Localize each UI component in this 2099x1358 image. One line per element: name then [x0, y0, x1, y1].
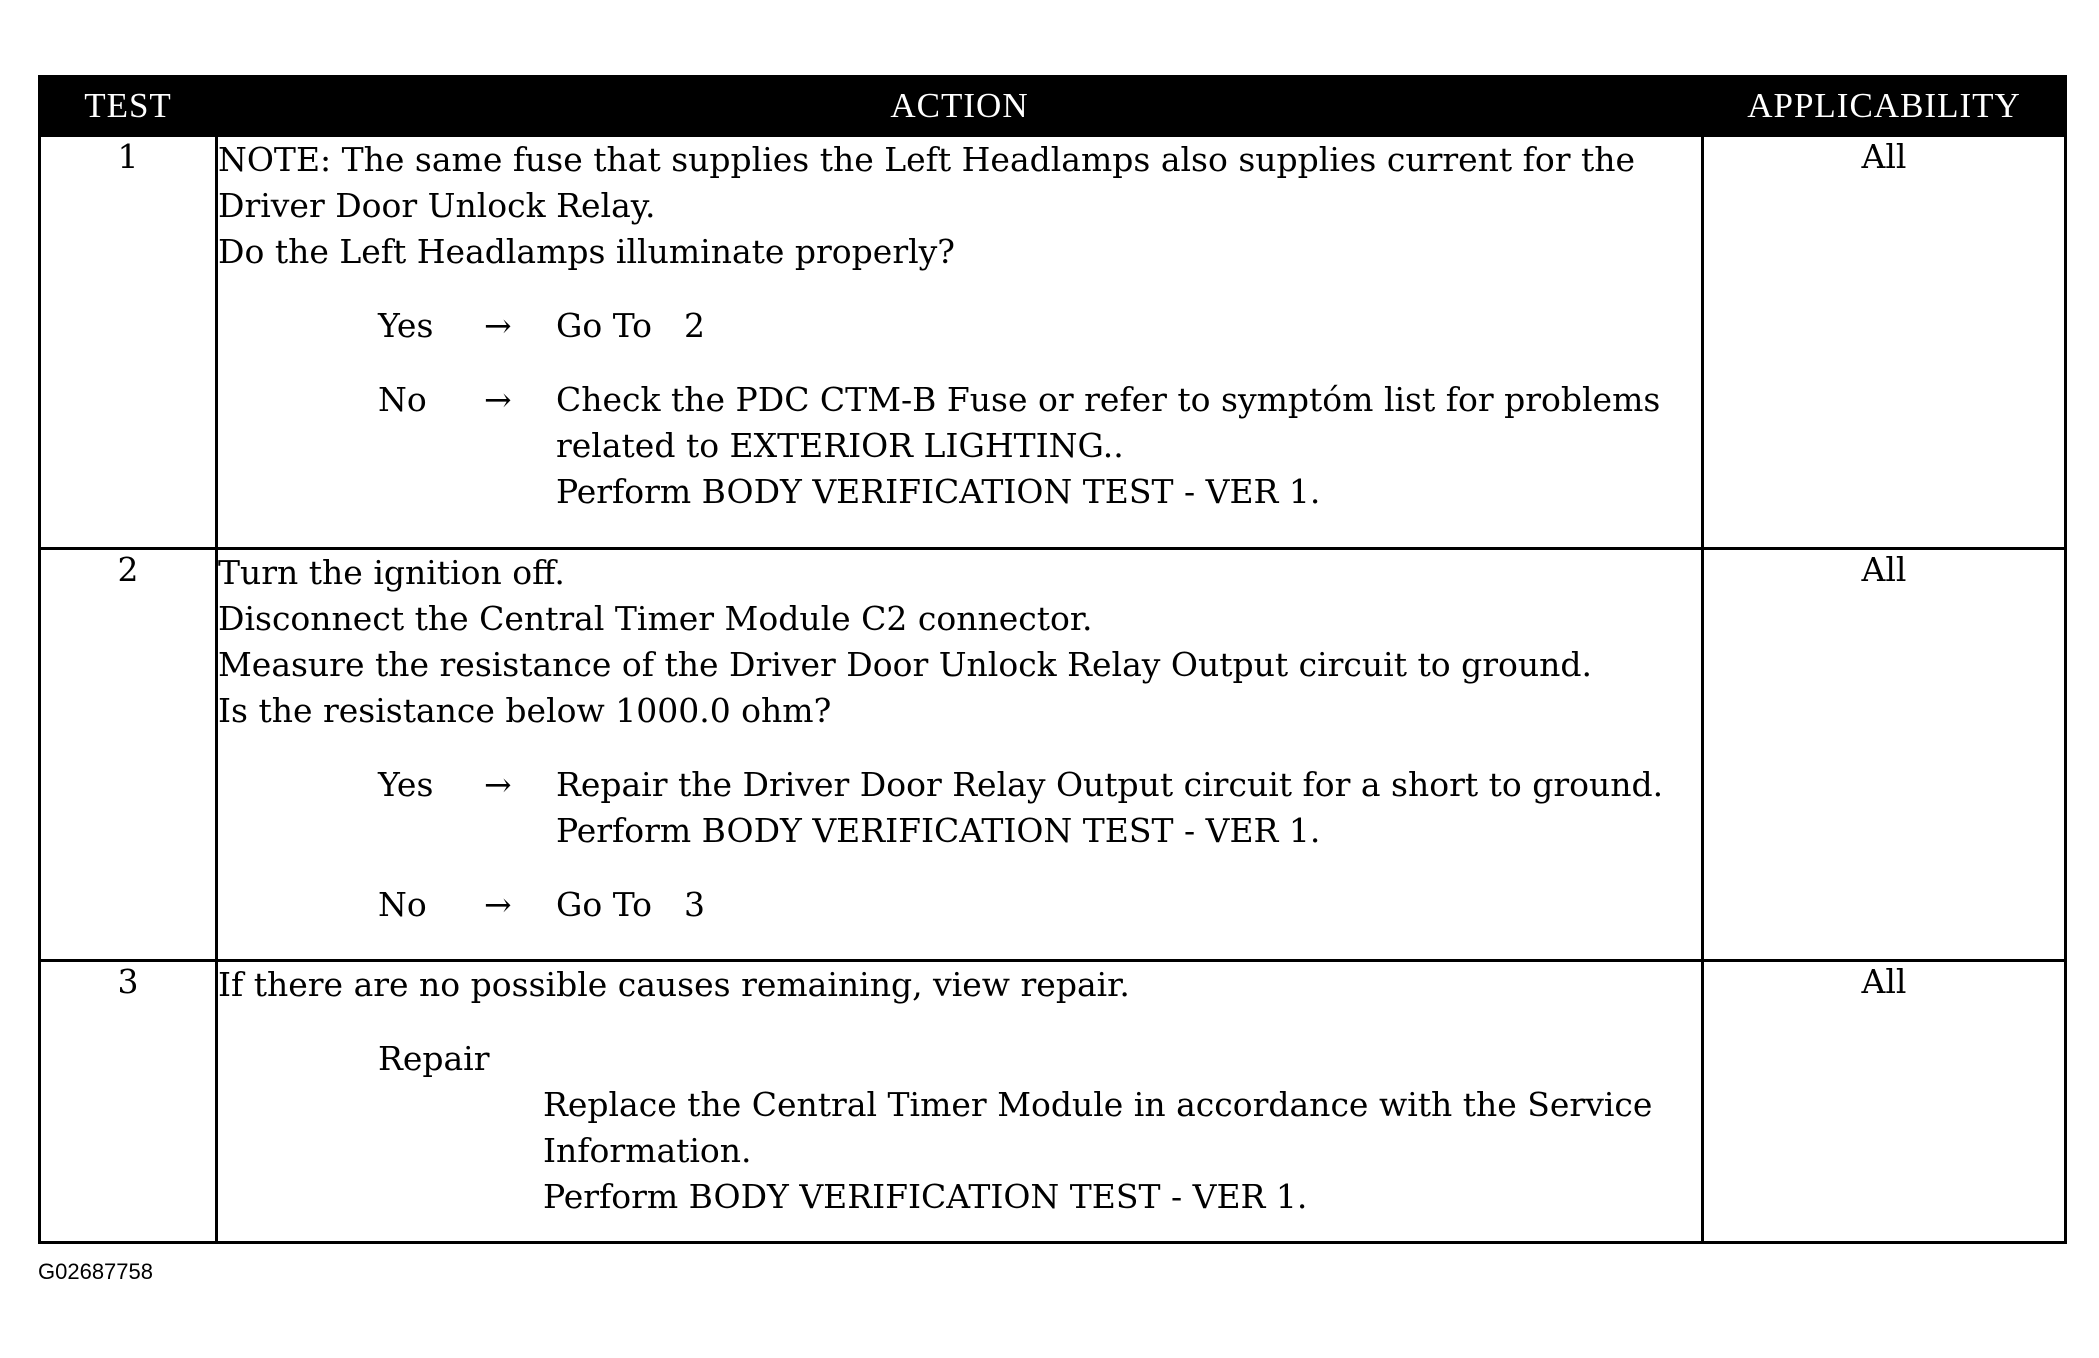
no-result [556, 882, 1701, 928]
yes-branch [218, 762, 1701, 854]
action-cell [217, 961, 1703, 1243]
right-arrow-icon: → [484, 380, 512, 419]
test-number: 1 [40, 136, 217, 549]
result-line: Replace the Central Timer Module in accordance with the Service [543, 1085, 1653, 1124]
diagnostic-test-table [38, 75, 2067, 1244]
action-line: If there are no possible causes remaining, view repair. [218, 965, 1130, 1004]
no-label: No [378, 380, 427, 419]
right-arrow-icon: → [484, 765, 512, 804]
table-header-row [40, 77, 2066, 136]
right-arrow-icon: → [484, 306, 512, 345]
yes-result [556, 303, 1701, 349]
result-line: Repair the Driver Door Relay Output circuit for a short to ground. [556, 765, 1664, 804]
action-line: Measure the resistance of the Driver Door Unlock Relay Output circuit to ground. [218, 645, 1592, 684]
goto-step-number: 3 [684, 885, 706, 924]
applicability-value: All [1703, 961, 2066, 1243]
test-number: 3 [40, 961, 217, 1243]
result-line: Perform BODY VERIFICATION TEST - VER 1. [556, 811, 1321, 850]
no-label: No [378, 885, 427, 924]
yes-label: Yes [378, 306, 434, 345]
yes-label: Yes [378, 765, 434, 804]
result-line: Information. [543, 1131, 752, 1170]
action-line: Disconnect the Central Timer Module C2 connector. [218, 599, 1093, 638]
result-line: Perform BODY VERIFICATION TEST - VER 1. [543, 1177, 1308, 1216]
result-line: Perform BODY VERIFICATION TEST - VER 1. [556, 472, 1321, 511]
action-cell [217, 549, 1703, 961]
repair-result [218, 1082, 1701, 1220]
right-arrow-icon: → [484, 885, 512, 924]
action-cell [217, 136, 1703, 549]
test-number: 2 [40, 549, 217, 961]
goto-text: Go To [556, 306, 653, 345]
action-line: Is the resistance below 1000.0 ohm? [218, 691, 832, 730]
no-branch [218, 882, 1701, 928]
figure-code: G02687758 [38, 1259, 153, 1284]
header-action: ACTION [217, 77, 1703, 136]
header-test: TEST [40, 77, 217, 136]
action-line: Do the Left Headlamps illuminate properly? [218, 232, 955, 271]
table-row-test-1 [40, 136, 2066, 549]
applicability-value: All [1703, 549, 2066, 961]
result-line: related to EXTERIOR LIGHTING.. [556, 426, 1124, 465]
no-branch [218, 377, 1701, 515]
action-line: NOTE: The same fuse that supplies the Left Headlamps also supplies current for the [218, 140, 1636, 179]
goto-step-number: 2 [684, 306, 706, 345]
no-result [556, 377, 1701, 515]
yes-branch [218, 303, 1701, 349]
table-row-test-3 [40, 961, 2066, 1243]
action-line: Driver Door Unlock Relay. [218, 186, 656, 225]
yes-result [556, 762, 1701, 854]
table-row-test-2 [40, 549, 2066, 961]
action-line: Turn the ignition off. [218, 553, 565, 592]
goto-text: Go To [556, 885, 653, 924]
applicability-value: All [1703, 136, 2066, 549]
header-applicability: APPLICABILITY [1703, 77, 2066, 136]
result-line: Check the PDC CTM-B Fuse or refer to symptóm list for problems [556, 380, 1661, 419]
repair-label: Repair [378, 1039, 490, 1078]
